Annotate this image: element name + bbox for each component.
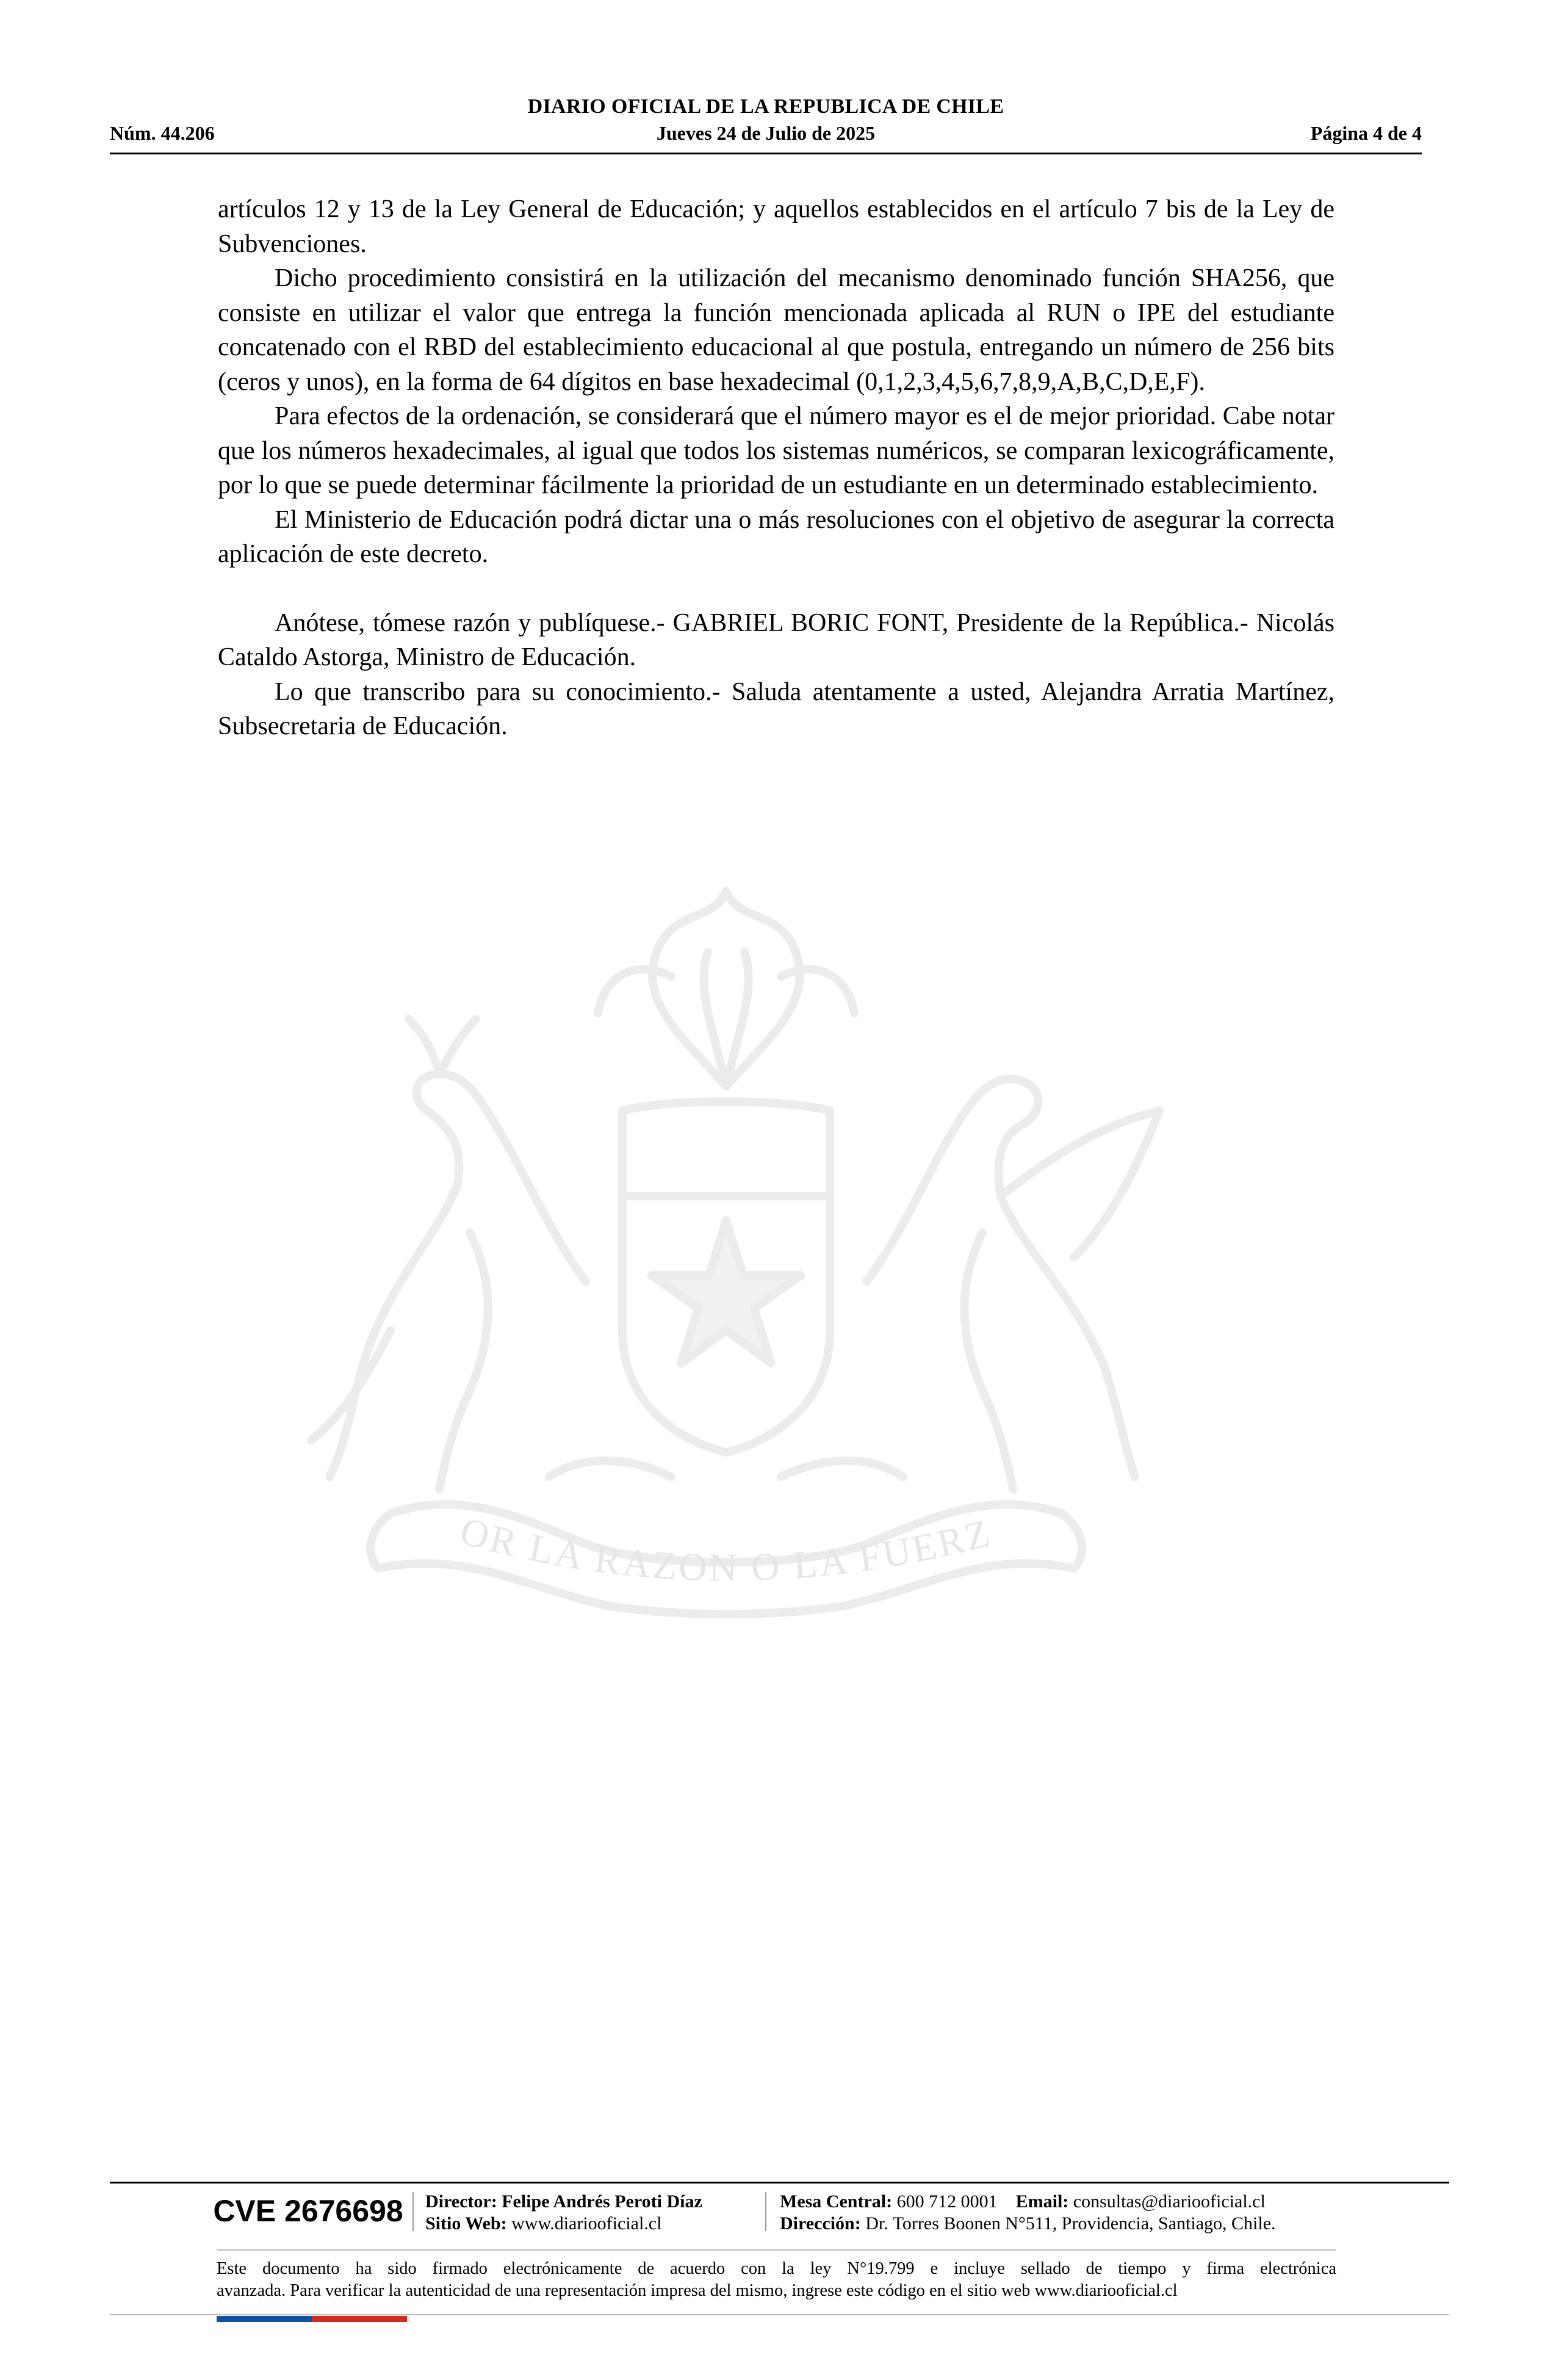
phone-number: 600 712 0001 [896, 2191, 998, 2212]
paragraph-ordering: Para efectos de la ordenación, se considerará que el número mayor es el de mejor prioridad. Cabe notar que los números hexadecimales, al igual que todos los sistemas numéricos, se comparan lexicográficamente, por lo que se puede determinar fácilmente la prioridad de un estudiante en un determinado establecimiento. [218, 402, 1334, 499]
coat-of-arms-watermark [207, 854, 1245, 1684]
chile-coat-of-arms-icon [207, 854, 1245, 1684]
watermark-motto: OR LA RAZON O LA FUERZ [455, 1509, 996, 1590]
footer-separator [765, 2192, 766, 2231]
page-header [110, 92, 1422, 159]
address-line [780, 2213, 1276, 2235]
legal-notice-line-2: avanzada. Para verificar la autenticidad de una representación impresa del mismo, ingrese este código en el sitio web www.diariooficial.cl [217, 2281, 1178, 2300]
email-link[interactable]: consultas@diariooficial.cl [1073, 2191, 1266, 2212]
website-link[interactable]: www.diariooficial.cl [511, 2213, 662, 2234]
flag-red-segment [312, 2316, 407, 2322]
page-indicator: Página 4 de 4 [1310, 122, 1422, 144]
issue-date: Jueves 24 de Julio de 2025 [656, 122, 876, 144]
legal-notice-line-1: Este documento ha sido firmado electrónicamente de acuerdo con la ley N°19.799 e incluye sellado de tiempo y firma electrónica [217, 2259, 1336, 2278]
article-body [218, 192, 1334, 744]
footer-divider-bottom [110, 2314, 1449, 2315]
address-value: Dr. Torres Boonen N°511, Providencia, Santiago, Chile. [865, 2213, 1276, 2234]
paragraph-sha256-procedure: Dicho procedimiento consistirá en la utilización del mecanismo denominado función SHA256, que consiste en utilizar el valor que entrega la función mencionada aplicada al RUN o IPE del estudiante concatenado con el RBD del establecimiento educacional al que postula, entregando un número de 256 bits (ceros y unos), en la forma de 64 dígitos en base hexadecimal (0,1,2,3,4,5,6,7,8,9,A,B,C,D,E,F). [218, 264, 1334, 396]
footer-contact-block [780, 2191, 1276, 2235]
paragraph-transcription: Lo que transcribo para su conocimiento.- Saluda atentamente a usted, Alejandra Arratia Martínez, Subsecretaria de Educación. [218, 677, 1334, 740]
paragraph-continuation: artículos 12 y 13 de la Ley General de Educación; y aquellos establecidos en el artículo 7 bis de la Ley de Subvenciones. [218, 195, 1334, 258]
director-name: Felipe Andrés Peroti Díaz [502, 2191, 702, 2212]
paragraph-signatures: Anótese, tómese razón y publíquese.- GABRIEL BORIC FONT, Presidente de la República.- Nicolás Cataldo Astorga, Ministro de Educación. [218, 608, 1334, 671]
paragraph-resolutions: El Ministerio de Educación podrá dictar una o más resoluciones con el objetivo de asegurar la correcta aplicación de este decreto. [218, 505, 1334, 568]
director-line [425, 2191, 702, 2213]
flag-stripe [217, 2316, 407, 2322]
footer-director-block [425, 2191, 702, 2235]
footer-divider-middle [217, 2249, 1336, 2251]
footer-separator [412, 2192, 414, 2231]
newspaper-title: DIARIO OFICIAL DE LA REPUBLICA DE CHILE [527, 95, 1004, 118]
website-label: Sitio Web: [425, 2213, 507, 2234]
address-label: Dirección: [780, 2213, 861, 2234]
header-divider [110, 153, 1422, 154]
legal-notice [217, 2258, 1336, 2302]
flag-blue-segment [217, 2316, 312, 2322]
website-line [425, 2213, 702, 2235]
footer-divider-top [110, 2182, 1449, 2183]
cve-code: CVE 2676698 [213, 2194, 403, 2228]
issue-number: Núm. 44.206 [110, 122, 215, 144]
contact-line [780, 2191, 1276, 2213]
email-label: Email: [1015, 2191, 1069, 2212]
director-label: Director: [425, 2191, 497, 2212]
phone-label: Mesa Central: [780, 2191, 893, 2212]
